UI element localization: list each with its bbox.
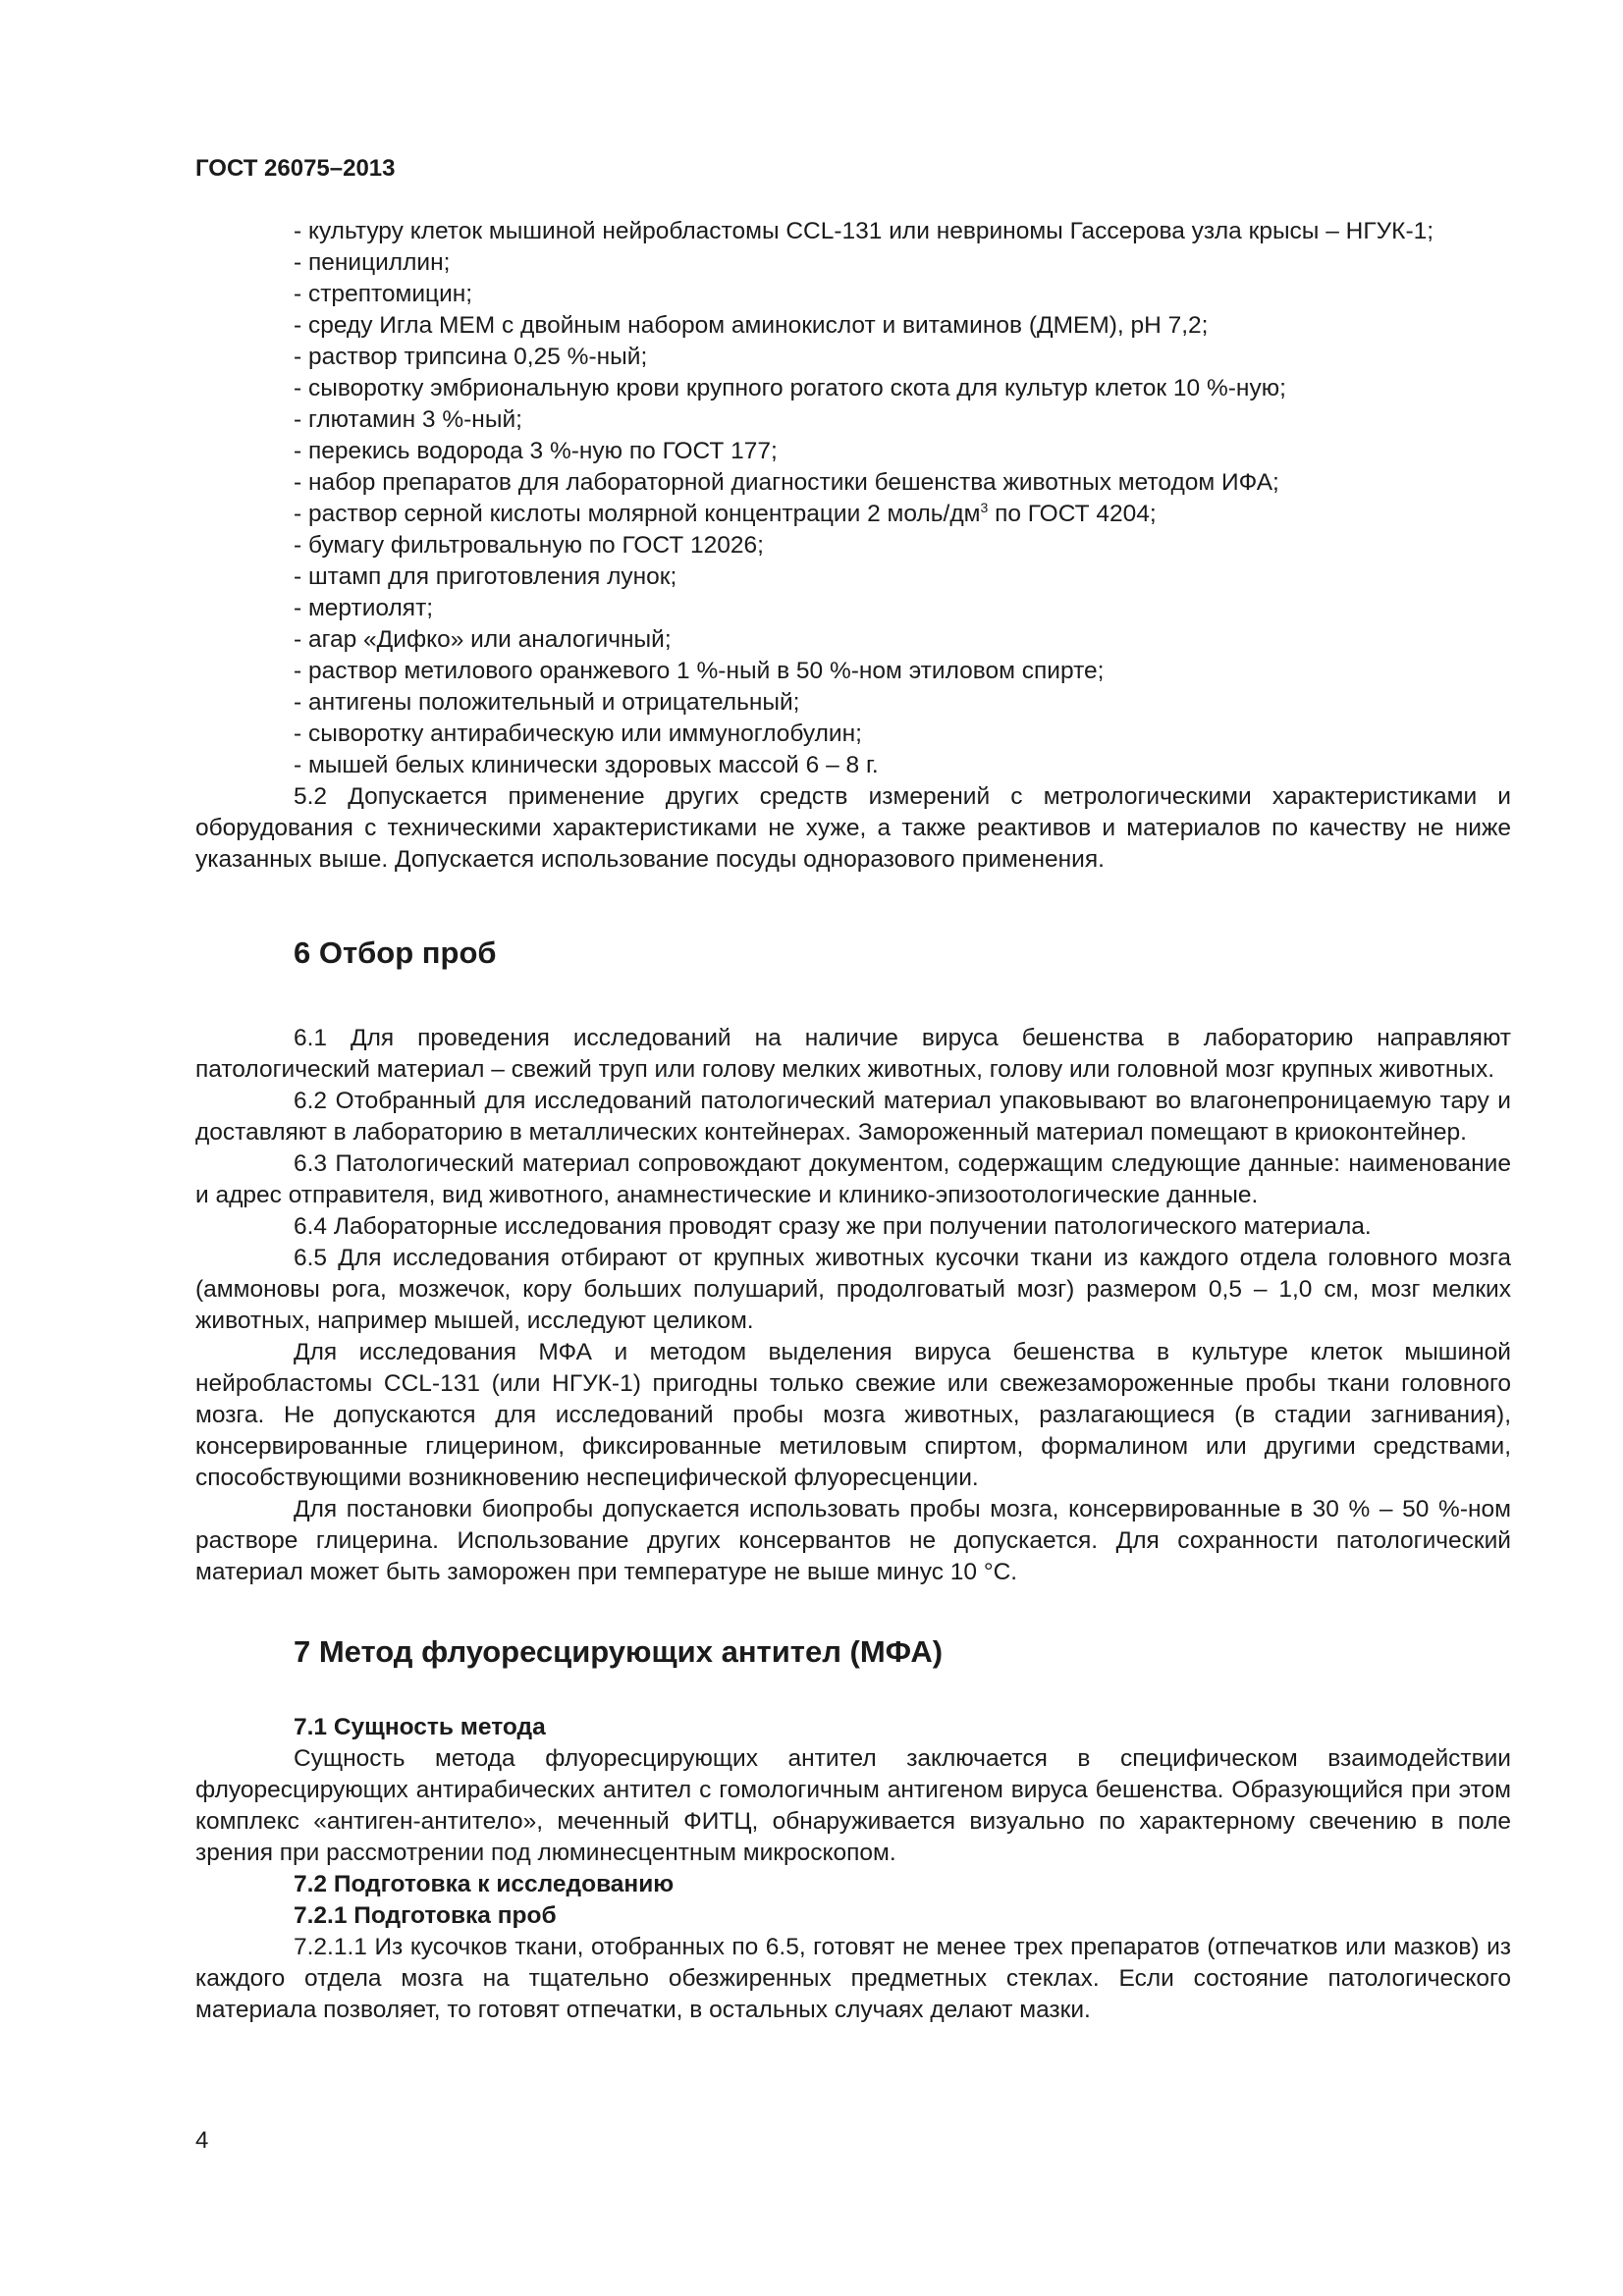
document-body (195, 216, 1511, 2026)
paragraph-6-4: 6.4 Лабораторные исследования проводят сразу же при получении патологического материала. (294, 1213, 1372, 1240)
materials-list (195, 216, 1511, 781)
list-item-text: - раствор серной кислоты молярной концентрации 2 моль/дм (294, 501, 981, 527)
list-item: - антигены положительный и отрицательный; (294, 689, 800, 716)
list-item: - глютамин 3 %-ный; (294, 406, 522, 433)
list-item (195, 499, 1511, 530)
paragraph-6-5-b: Для исследования МФА и методом выделения вируса бешенства в культуре клеток мышиной нейробластомы CCL-131 (или НГУК-1) пригодны только свежие или свежезамороженные пробы ткани головного мозга. Не допускаются для исследований пробы мозга животных, разлагающиеся (в стадии загнивания), консервированные глицерином, фиксированные метиловым спиртом, формалином или другими средствами, способствующими возникновению неспецифической флуоресценции. (195, 1339, 1511, 1491)
list-item: - раствор трипсина 0,25 %-ный; (294, 344, 648, 370)
list-item: - штамп для приготовления лунок; (294, 563, 677, 590)
list-item: - среду Игла МЕМ с двойным набором аминокислот и витаминов (ДМЕМ), pH 7,2; (294, 312, 1209, 339)
paragraph-5-2: 5.2 Допускается применение других средств измерений с метрологическими характеристиками и оборудования с техническими характеристиками не хуже, а также реактивов и материалов по качеству не ниже указанных выше. Допускается использование посуды одноразового применения. (195, 783, 1511, 873)
list-item: - бумагу фильтровальную по ГОСТ 12026; (294, 532, 764, 559)
list-item: - перекись водорода 3 %-ную по ГОСТ 177; (294, 438, 778, 464)
superscript: 3 (980, 499, 989, 515)
section-6-heading: 6 Отбор проб (294, 935, 497, 970)
paragraph-6-3: 6.3 Патологический материал сопровождают документом, содержащим следующие данные: наименование и адрес отправителя, вид животного, анамнестические и клинико-эпизоотологические данные. (195, 1150, 1511, 1208)
list-item: - набор препаратов для лабораторной диагностики бешенства животных методом ИФА; (294, 469, 1279, 496)
list-item: - сыворотку эмбриональную крови крупного рогатого скота для культур клеток 10 %-ную; (294, 375, 1286, 401)
list-item: - раствор метилового оранжевого 1 %-ный в 50 %-ном этиловом спирте; (294, 658, 1105, 684)
subsection-7-2-heading: 7.2 Подготовка к исследованию (294, 1871, 675, 1897)
list-item: - стрептомицин; (294, 281, 473, 307)
list-item: - мышей белых клинически здоровых массой 6 – 8 г. (294, 752, 879, 778)
subsection-7-2-1-heading: 7.2.1 Подготовка проб (294, 1902, 557, 1929)
paragraph-6-1: 6.1 Для проведения исследований на наличие вируса бешенства в лабораторию направляют патологический материал – свежий труп или голову мелких животных, голову или головной мозг крупных животных. (195, 1025, 1511, 1083)
paragraph-7-1: Сущность метода флуоресцирующих антител заключается в специфическом взаимодействии флуоресцирующих антирабических антител с гомологичным антигеном вируса бешенства. Образующийся при этом комплекс «антиген-антитело», меченный ФИТЦ, обнаруживается визуально по характерному свечению в поле зрения при рассмотрении под люминесцентным микроскопом. (195, 1745, 1511, 1866)
section-7-heading: 7 Метод флуоресцирующих антител (МФА) (294, 1634, 944, 1669)
list-item: - сыворотку антирабическую или иммуноглобулин; (294, 721, 862, 747)
list-item: - культуру клеток мышиной нейробластомы CCL-131 или невриномы Гассерова узла крысы – НГУК-1; (294, 218, 1434, 244)
document-header: ГОСТ 26075–2013 (195, 155, 396, 182)
paragraph-6-2: 6.2 Отобранный для исследований патологический материал упаковывают во влагонепроницаемую тару и доставляют в лабораторию в металлических контейнерах. Замороженный материал помещают в криоконтейнер. (195, 1088, 1511, 1146)
list-item: - мертиолят; (294, 595, 434, 621)
page-number: 4 (195, 2127, 209, 2154)
list-item: - пенициллин; (294, 249, 451, 276)
list-item: - агар «Дифко» или аналогичный; (294, 626, 672, 653)
list-item-text: по ГОСТ 4204; (988, 501, 1157, 527)
paragraph-6-5: 6.5 Для исследования отбирают от крупных животных кусочки ткани из каждого отдела головного мозга (аммоновы рога, мозжечок, кору больших полушарий, продолговатый мозг) размером 0,5 – 1,0 см, мозг мелких животных, например мышей, исследуют целиком. (195, 1245, 1511, 1334)
paragraph-7-2-1-1: 7.2.1.1 Из кусочков ткани, отобранных по 6.5, готовят не менее трех препаратов (отпечатков или мазков) из каждого отдела мозга на тщательно обезжиренных предметных стеклах. Если состояние патологического материала позволяет, то готовят отпечатки, в остальных случаях делают мазки. (195, 1934, 1511, 2023)
subsection-7-1-heading: 7.1 Сущность метода (294, 1714, 546, 1740)
paragraph-6-5-c: Для постановки биопробы допускается использовать пробы мозга, консервированные в 30 % – 50 %-ном растворе глицерина. Использование других консервантов не допускается. Для сохранности патологический материал может быть заморожен при температуре не выше минус 10 °С. (195, 1496, 1511, 1585)
